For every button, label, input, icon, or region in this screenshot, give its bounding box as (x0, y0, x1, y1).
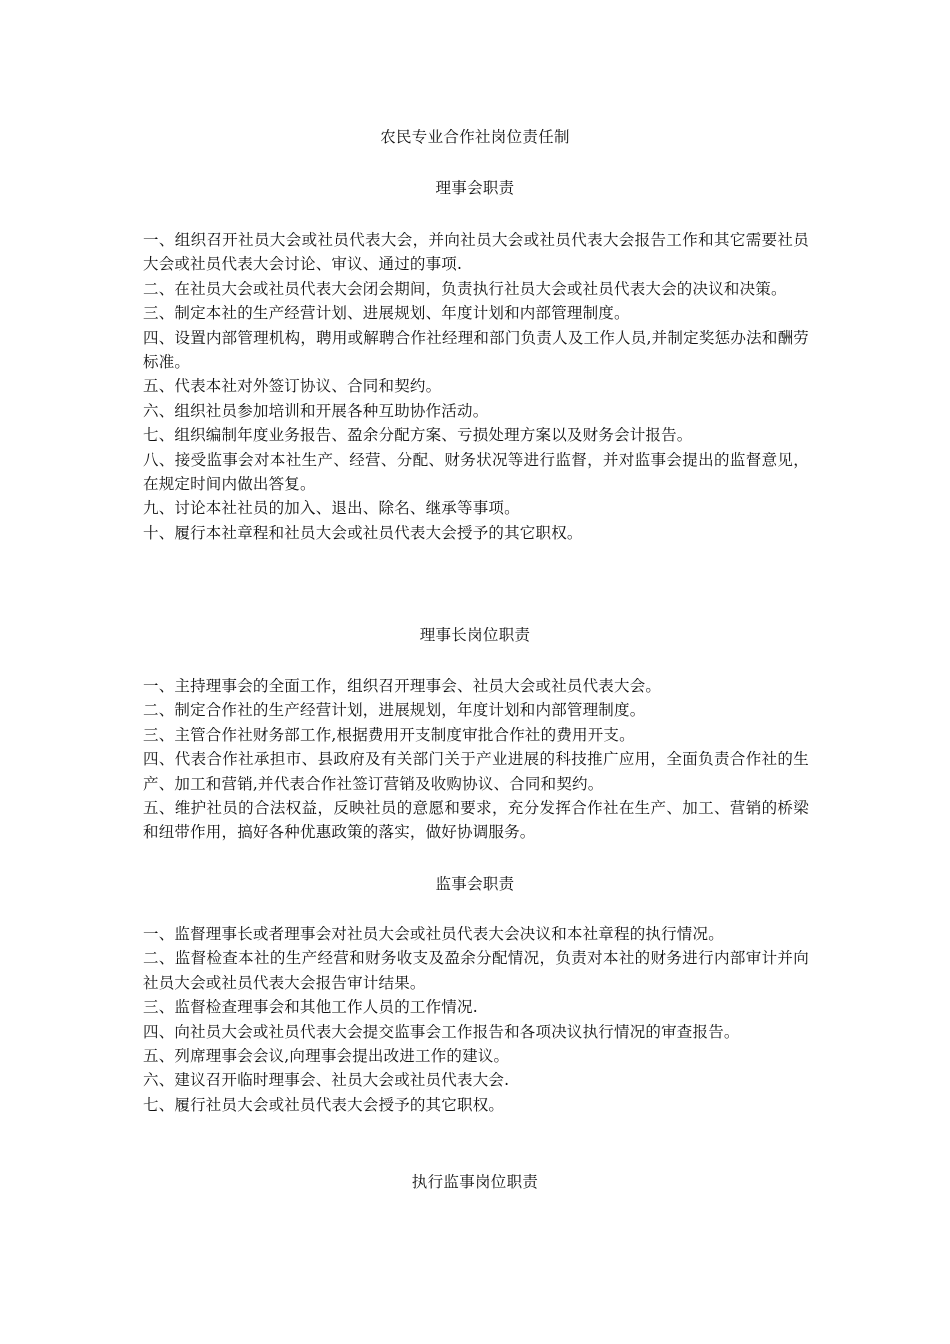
list-item: 三、制定本社的生产经营计划、进展规划、年度计划和内部管理制度。 (143, 304, 630, 323)
list-item: 六、建议召开临时理事会、社员大会或社员代表大会. (143, 1071, 510, 1090)
list-item: 一、组织召开社员大会或社员代表大会，并向社员大会或社员代表大会报告工作和其它需要社员大会或社员代表大会讨论、审议、通过的事项. (143, 231, 809, 274)
section-chairman-items (143, 674, 809, 845)
list-item: 五、维护社员的合法权益，反映社员的意愿和要求，充分发挥合作社在生产、加工、营销的桥梁和纽带作用，搞好各种优惠政策的落实，做好协调服务。 (143, 799, 809, 842)
list-item: 二、监督检查本社的生产经营和财务收支及盈余分配情况，负责对本社的财务进行内部审计并向社员大会或社员代表大会报告审计结果。 (143, 949, 809, 992)
list-item: 四、代表合作社承担市、县政府及有关部门关于产业进展的科技推广应用，全面负责合作社的生产、加工和营销,并代表合作社签订营销及收购协议、合同和契约。 (143, 750, 809, 793)
list-item: 三、监督检查理事会和其他工作人员的工作情况. (143, 998, 478, 1017)
section-heading-board: 理事会职责 (435, 179, 515, 197)
list-item: 七、履行社员大会或社员代表大会授予的其它职权。 (143, 1095, 505, 1114)
section-heading-executive-supervisor: 执行监事岗位职责 (411, 1173, 539, 1191)
section-heading-supervisory: 监事会职责 (435, 875, 515, 893)
list-item: 五、列席理事会会议,向理事会提出改进工作的建议。 (143, 1047, 510, 1066)
list-item: 三、主管合作社财务部工作,根据费用开支制度审批合作社的费用开支。 (143, 725, 635, 744)
list-item: 十、履行本社章程和社员大会或社员代表大会授予的其它职权。 (143, 523, 583, 542)
list-item: 二、制定合作社的生产经营计划，进展规划，年度计划和内部管理制度。 (143, 701, 646, 720)
section-board-items (143, 228, 809, 545)
list-item: 二、在社员大会或社员代表大会闭会期间，负责执行社员大会或社员代表大会的决议和决策。 (143, 279, 787, 298)
section-heading-chairman: 理事长岗位职责 (419, 626, 531, 644)
list-item: 一、监督理事长或者理事会对社员大会或社员代表大会决议和本社章程的执行情况。 (143, 925, 724, 943)
list-item: 五、代表本社对外签订协议、合同和契约。 (143, 377, 442, 396)
list-item: 九、讨论本社社员的加入、退出、除名、继承等事项。 (143, 499, 520, 518)
list-item: 七、组织编制年度业务报告、盈余分配方案、亏损处理方案以及财务会计报告。 (143, 426, 693, 445)
list-item: 八、接受监事会对本社生产、经营、分配、财务状况等进行监督，并对监事会提出的监督意见，在规定时间内做出答复。 (143, 450, 809, 494)
list-item: 四、设置内部管理机构，聘用或解聘合作社经理和部门负责人及工作人员,并制定奖惩办法和酬劳标准。 (143, 328, 809, 372)
section-supervisory-items (143, 922, 809, 1117)
list-item: 一、主持理事会的全面工作，组织召开理事会、社员大会或社员代表大会。 (143, 677, 662, 695)
list-item: 四、向社员大会或社员代表大会提交监事会工作报告和各项决议执行情况的审查报告。 (143, 1022, 740, 1041)
list-item: 六、组织社员参加培训和开展各种互助协作活动。 (143, 401, 489, 420)
document-title: 农民专业合作社岗位责任制 (380, 128, 570, 146)
